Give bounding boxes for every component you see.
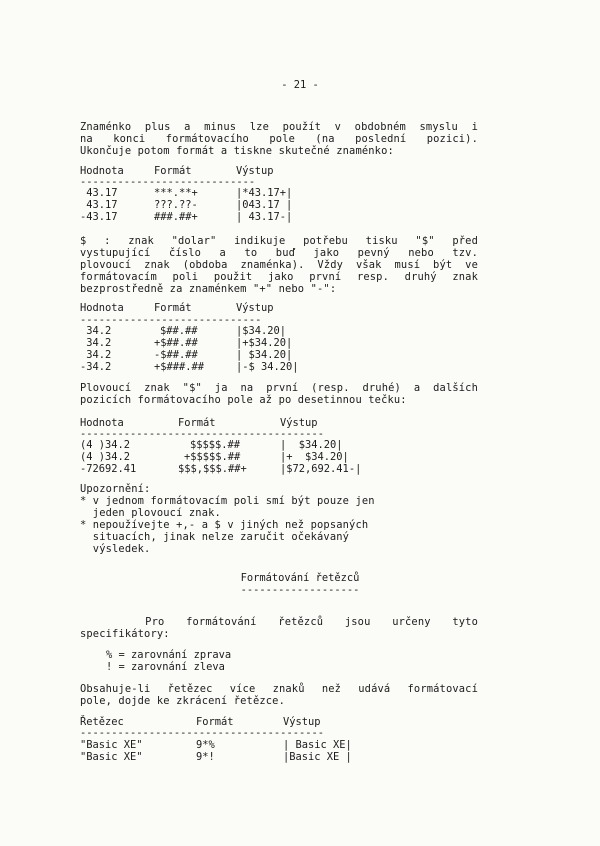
table-header-value: Hodnota <box>80 302 124 314</box>
table-rule: --------------------------------------- <box>80 428 324 440</box>
table-cell: "Basic XE" <box>80 739 143 751</box>
table-cell: 34.2 <box>80 337 112 349</box>
specifier-item: % = zarovnání zprava <box>106 649 232 661</box>
table-rule: --------------------------------------- <box>80 727 324 739</box>
table-cell: ???.??- <box>154 199 198 211</box>
table-header-format: Formát <box>154 165 192 177</box>
table-cell: | $34.20| <box>236 349 293 361</box>
table-cell: $##.## <box>160 325 198 337</box>
table-cell: -34.2 <box>80 361 112 373</box>
section-heading: Formátování řetězců <box>240 572 360 584</box>
table-cell: |*43.17+| <box>236 187 293 199</box>
table-cell: ###.##+ <box>154 211 198 223</box>
table-cell: | Basic XE| <box>283 739 352 751</box>
paragraph-line: Obsahuje-li řetězec více znaků než udává formátovací <box>80 683 478 695</box>
table-header-format: Formát <box>196 716 234 728</box>
paragraph-line: $ : znak "dolar" indikuje potřebu tisku "$" před <box>80 235 478 247</box>
table-rule: ----------------------------- <box>80 314 262 326</box>
table-cell: -$##.## <box>154 349 198 361</box>
table-cell: ***.**+ <box>154 187 198 199</box>
table-cell: $$$$$.## <box>190 439 241 451</box>
warning-item-line: výsledek. <box>80 543 151 555</box>
table-header-output: Výstup <box>283 716 321 728</box>
paragraph-line: Ukončuje potom formát a tiskne skutečné znaménko: <box>80 145 394 157</box>
table-cell: 9*% <box>196 739 215 751</box>
table-header-output: Výstup <box>236 302 274 314</box>
warning-item-line: * nepoužívejte +,- a $ v jiných než popsaných <box>80 519 369 531</box>
table-cell: +$$$$$.## <box>184 451 241 463</box>
table-header-output: Výstup <box>236 165 274 177</box>
paragraph-line: Znaménko plus a minus lze použít v obdobném smyslu i <box>80 121 478 133</box>
paragraph-line: na konci formátovacího pole (na poslední pozici). <box>80 133 478 145</box>
table-cell: +$##.## <box>154 337 198 349</box>
table-rule: ---------------------------- <box>80 176 256 188</box>
warning-item-line: * v jednom formátovacím poli smí být pouze jen <box>80 495 375 507</box>
paragraph-line: vystupující číslo a to buď jako pevný nebo tzv. <box>80 247 478 259</box>
table-cell: |Basic XE | <box>283 751 352 763</box>
table-cell: 43.17 <box>80 199 118 211</box>
paragraph-line: bezprostředně za znaménkem "+" nebo "-": <box>80 283 337 295</box>
paragraph-line: plovoucí znak (obdoba znaménka). Vždy však musí být ve <box>80 259 478 271</box>
section-underline: ------------------- <box>240 584 360 596</box>
table-cell: 9*! <box>196 751 215 763</box>
paragraph-line: Plovoucí znak "$" ja na první (resp. druhé) a dalších <box>80 382 478 394</box>
page-number: - 21 - <box>281 79 319 91</box>
specifier-item: ! = zarovnání zleva <box>106 661 225 673</box>
table-header-format: Formát <box>154 302 192 314</box>
paragraph-line: Pro formátování řetězců jsou určeny tyto <box>80 616 478 628</box>
table-cell: +$###.## <box>154 361 205 373</box>
table-header-value: Hodnota <box>80 165 124 177</box>
table-cell: |043.17 | <box>236 199 293 211</box>
warning-item-line: jeden plovoucí znak. <box>80 507 221 519</box>
table-cell: 43.17 <box>80 187 118 199</box>
table-cell: (4 )34.2 <box>80 451 131 463</box>
table-header-string: Řetězec <box>80 716 124 728</box>
table-cell: |+$34.20| <box>236 337 293 349</box>
table-cell: -72692.41 <box>80 463 137 475</box>
table-cell: 34.2 <box>80 325 112 337</box>
table-cell: |-$ 34.20| <box>236 361 299 373</box>
paragraph-line: formátovacím poli použit jako první resp. druhý znak <box>80 271 478 283</box>
warning-label: Upozornění: <box>80 483 151 495</box>
table-cell: "Basic XE" <box>80 751 143 763</box>
table-cell: | $34.20| <box>280 439 343 451</box>
table-cell: |$34.20| <box>236 325 287 337</box>
table-cell: -43.17 <box>80 211 118 223</box>
table-header-output: Výstup <box>280 417 318 429</box>
table-cell: | 43.17-| <box>236 211 293 223</box>
paragraph-line: pole, dojde ke zkrácení řetězce. <box>80 695 285 707</box>
table-cell: (4 )34.2 <box>80 439 131 451</box>
table-header-value: Hodnota <box>80 417 124 429</box>
table-header-format: Formát <box>178 417 216 429</box>
paragraph-line: specifikátory: <box>80 628 170 640</box>
table-cell: |+ $34.20| <box>280 451 349 463</box>
table-cell: $$$,$$$.##+ <box>178 463 247 475</box>
table-cell: |$72,692.41-| <box>280 463 362 475</box>
table-cell: 34.2 <box>80 349 112 361</box>
paragraph-line: pozicích formátovacího pole až po desetinnou tečku: <box>80 394 407 406</box>
warning-item-line: situacích, jinak nelze zaručit očekávaný <box>80 531 350 543</box>
